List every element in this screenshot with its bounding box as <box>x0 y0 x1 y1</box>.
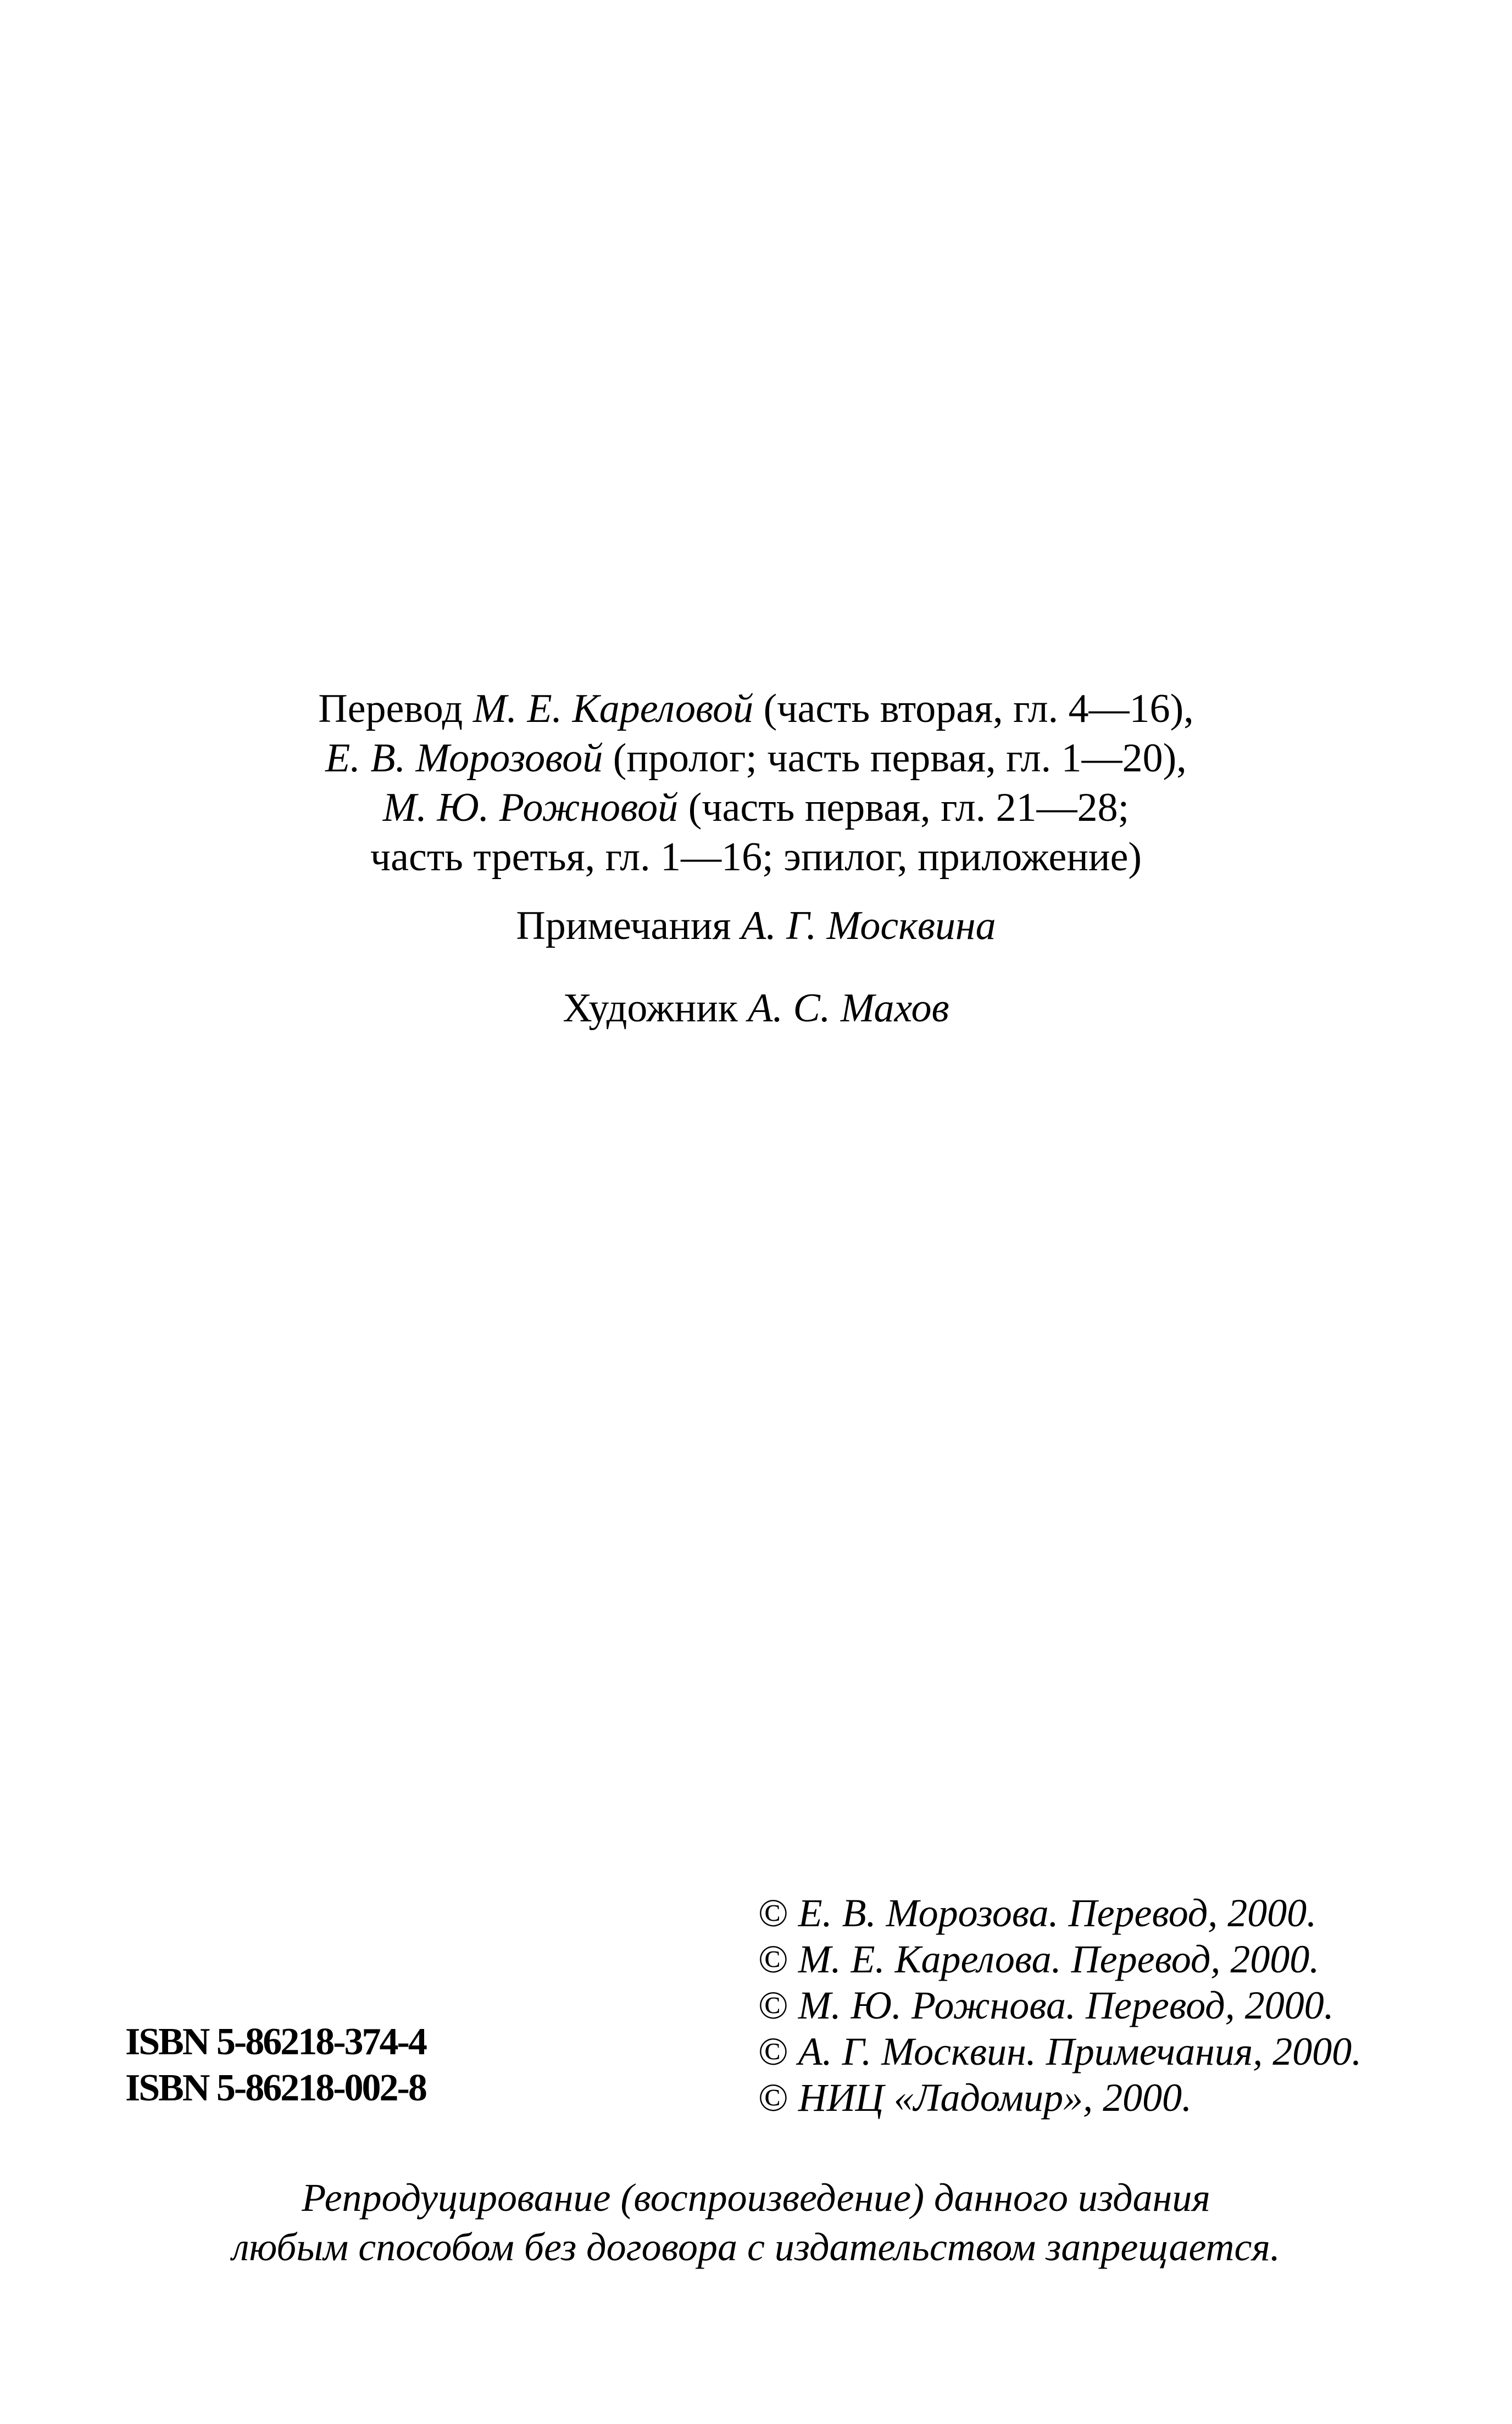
copyright-symbol: © <box>758 1891 788 1935</box>
copyright-block <box>758 1890 1361 2121</box>
copyright-symbol: © <box>758 1937 788 1981</box>
artist-prefix: Художник <box>563 986 748 1031</box>
artist-credit <box>0 983 1512 1033</box>
credit-detail: (часть вторая, гл. 4—16), <box>753 686 1194 731</box>
copyright-text: М. Ю. Рожнова. Перевод, 2000. <box>788 1983 1334 2027</box>
credit-detail: (пролог; часть первая, гл. 1—20), <box>603 736 1187 781</box>
copyright-line <box>758 1982 1361 2028</box>
copyright-symbol: © <box>758 1983 788 2027</box>
copyright-line <box>758 1890 1361 1936</box>
credit-line <box>0 783 1512 832</box>
credit-prefix: Перевод <box>318 686 473 731</box>
copyright-line <box>758 1936 1361 1982</box>
notes-author: А. Г. Москвина <box>741 903 996 948</box>
copyright-text: А. Г. Москвин. Примечания, 2000. <box>788 2030 1362 2073</box>
copyright-symbol: © <box>758 2076 788 2120</box>
reproduction-notice <box>0 2173 1512 2272</box>
notes-prefix: Примечания <box>516 903 742 948</box>
notes-credit <box>0 901 1512 950</box>
copyright-line <box>758 2028 1361 2075</box>
copyright-text: Е. В. Морозова. Перевод, 2000. <box>788 1891 1317 1935</box>
credit-line <box>0 684 1512 733</box>
artist-name: А. С. Махов <box>748 986 949 1031</box>
copyright-text: М. Е. Карелова. Перевод, 2000. <box>788 1937 1320 1981</box>
notice-line: любым способом без договора с издательством запрещается. <box>232 2225 1280 2269</box>
translator-name: М. Е. Кареловой <box>472 686 754 731</box>
isbn-line: ISBN 5-86218-002-8 <box>125 2067 426 2109</box>
copyright-line <box>758 2075 1361 2121</box>
translator-name: Е. В. Морозовой <box>325 736 603 781</box>
copyright-symbol: © <box>758 2030 788 2073</box>
translation-credits <box>0 684 1512 882</box>
credit-line <box>0 832 1512 882</box>
notice-line: Репродуцирование (воспроизведение) данного издания <box>302 2176 1210 2220</box>
translator-name: М. Ю. Рожновой <box>382 785 679 830</box>
credit-detail: часть третья, гл. 1—16; эпилог, приложение) <box>370 835 1142 880</box>
isbn-line: ISBN 5-86218-374-4 <box>125 2021 426 2063</box>
isbn-block <box>125 2019 426 2111</box>
credit-detail: (часть первая, гл. 21—28; <box>678 785 1130 830</box>
credit-line <box>0 733 1512 783</box>
copyright-text: НИЦ «Ладомир», 2000. <box>788 2076 1192 2120</box>
